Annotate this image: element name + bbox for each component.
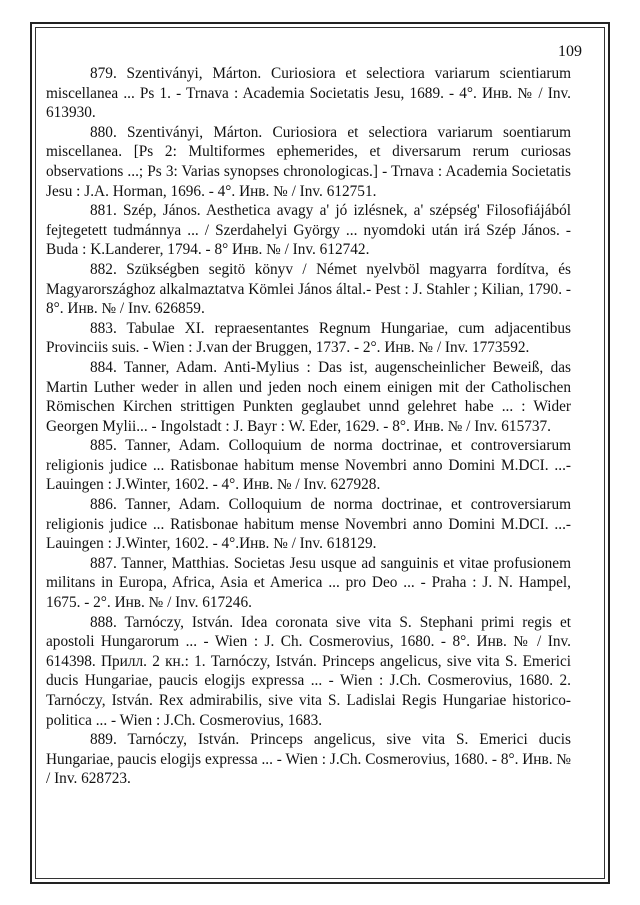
catalog-entry-883: 883. Tabulae XI. repraesentantes Regnum Hungariae, cum adjacentibus Provinciis suis. - Wien : J.van der Bruggen, 1737. - 2°. Инв. № / Inv. 1773592. <box>46 319 571 357</box>
catalog-entry-885: 885. Tanner, Adam. Colloquium de norma doctrinae, et controversiarum religionis judice ... Ratisbonae habitum mense Novembri anno Domini M.DCI. ...- Lauingen : J.Winter, 1602. - 4°. Инв. № / Inv. 627928. <box>46 437 571 494</box>
catalog-entry-881: 881. Szép, János. Aesthetica avagy a' jó izlésnek, a' szépség' Filosofiájából fejtegetett tudmánnya ... / Szerdahelyi György ... nyomdoki után irá Szép János. - Buda : K.Landerer, 1794. - 8° Инв. № / Inv. 612742. <box>46 202 571 259</box>
catalog-entry-884: 884. Tanner, Adam. Anti-Mylius : Das ist, augenscheinlicher Beweiß, das Martin Luther weder in allen und jeden noch einem einigen mit der Catholischen Römischen Kirchen strittigen Punkten geglaubet unnd gelehret habe ... : Wider Georgen Mylii... - Ingolstadt : J. Bayr : W. Eder, 1629. - 8°. Инв. № / Inv. 615737. <box>46 358 571 435</box>
catalog-entries <box>46 64 571 789</box>
catalog-entry-886: 886. Tanner, Adam. Colloquium de norma doctrinae, et controversiarum religionis judice ... Ratisbonae habitum mense Novembri anno Domini M.DCI. ...- Lauingen : J.Winter, 1602. - 4°.Инв. № / Inv. 618129. <box>46 496 571 553</box>
catalog-entry-880: 880. Szentiványi, Márton. Curiosiora et selectiora variarum soentiarum miscellanea. [Ps 2: Multiformes ephemerides, et diversarum rerum curiosas observations ...; Ps 3: Varias synopses chronologicas.] - Trnava : Academia Societatis Jesu : J.A. Horman, 1696. - 4°. Инв. № / Inv. 612751. <box>46 123 571 200</box>
catalog-entry-888: 888. Tarnóczy, István. Idea coronata sive vita S. Stephani primi regis et apostoli Hungarorum ... - Wien : J. Ch. Cosmerovius, 1680. - 8°. Инв. № / Inv. 614398. Прилл. 2 кн.: 1. Tarnóczy, István. Princeps angelicus, sive vita S. Emerici ducis Hungariae, paucis elogijs expressa ... - Wien : J.Ch. Cosmerovius, 1680. 2. Tarnóczy, István. Rex admirabilis, sive vita S. Ladislai Regis Hungariae historico-politica ... - Wien : J.Ch. Cosmerovius, 1683. <box>46 613 571 729</box>
catalog-entry-882: 882. Szükségben segitö könyv / Német nyelvböl magyarra fordítva, és Magyarországhoz alkalmaztatva Kömlei János által.- Pest : J. Stahler ; Kilian, 1790. - 8°. Инв. № / Inv. 626859. <box>46 260 571 318</box>
catalog-entry-889: 889. Tarnóczy, István. Princeps angelicus, sive vita S. Emerici ducis Hungariae, paucis elogijs expressa ... - Wien : J.Ch. Cosmerovius, 1680. - 8°. Инв. № / Inv. 628723. <box>46 731 571 788</box>
catalog-entry-879: 879. Szentiványi, Márton. Curiosiora et selectiora variarum scientiarum miscellanea ... Ps 1. - Trnava : Academia Societatis Jesu, 1689. - 4°. Инв. № / Inv. 613930. <box>46 65 571 122</box>
page-number: 109 <box>558 43 582 60</box>
catalog-entry-887: 887. Tanner, Matthias. Societas Jesu usque ad sanguinis et vitae profusionem militans in Europa, Africa, Asia et America ... pro Deo ... - Praha : J. N. Hampel, 1675. - 2°. Инв. № / Inv. 617246. <box>46 554 571 612</box>
